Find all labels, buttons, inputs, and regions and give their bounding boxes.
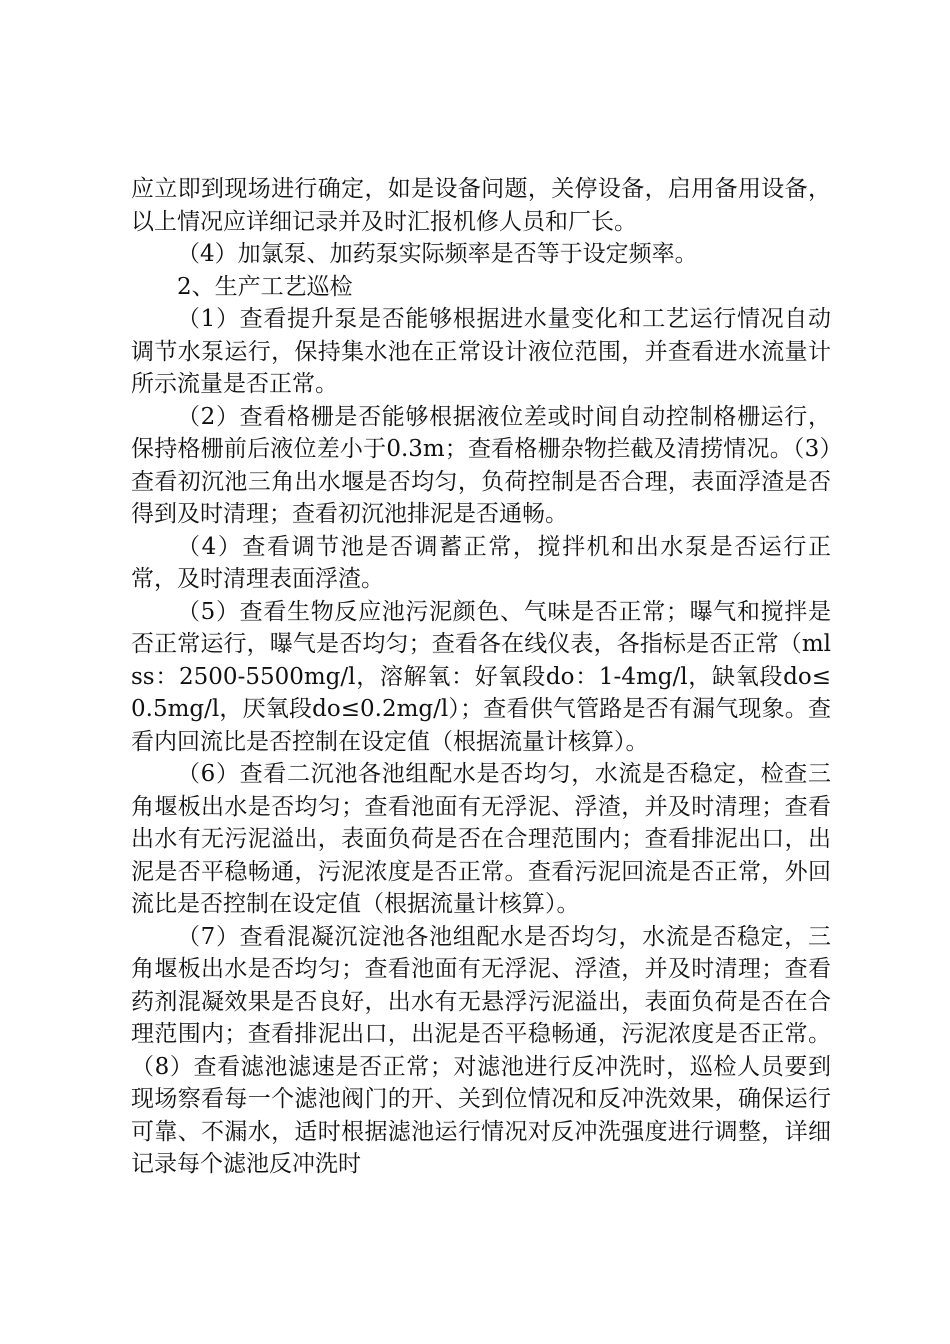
document-page bbox=[131, 173, 831, 1181]
section-heading-process-inspection: 2、生产工艺巡检 bbox=[177, 273, 353, 300]
paragraph-item-6-secondary-clarifier: （6）查看二沉池各池组配水是否均匀，水流是否稳定，检查三角堰板出水是否均匀；查看池面有无浮泥、浮渣，并及时清理；查看出水有无污泥溢出，表面负荷是否在合理范围内；查看排泥出口，出泥是否平稳畅通，污泥浓度是否正常。查看污泥回流是否正常，外回流比是否控制在设定值（根据流量计核算）。 bbox=[131, 761, 831, 917]
paragraph-item-5-bioreactor: （5）查看生物反应池污泥颜色、气味是否正常；曝气和搅拌是否正常运行，曝气是否均匀；查看各在线仪表，各指标是否正常（mlss：2500-5500mg/l，溶解氧：好氧段do：1-4mg/l，缺氧段do≤0.5mg/l，厌氧段do≤0.2mg/l）；查看供气管路是否有漏气现象。查看内回流比是否控制在设定值（根据流量计核算）。 bbox=[131, 598, 831, 755]
paragraph-continuation: 应立即到现场进行确定，如是设备问题，关停设备，启用备用设备，以上情况应详细记录并及时汇报机修人员和厂长。 bbox=[131, 176, 831, 235]
paragraph-item-4-pump-frequency: （4）加氯泵、加药泵实际频率是否等于设定频率。 bbox=[177, 241, 698, 267]
paragraph-item-7-8-coagulation-filter: （7）查看混凝沉淀池各池组配水是否均匀，水流是否稳定，三角堰板出水是否均匀；查看池面有无浮泥、浮渣，并及时清理；查看药剂混凝效果是否良好，出水有无悬浮污泥溢出，表面负荷是否在合理范围内；查看排泥出口，出泥是否平稳畅通，污泥浓度是否正常。（8）查看滤池滤速是否正常；对滤池进行反冲洗时，巡检人员要到现场察看每一个滤池阀门的开、关到位情况和反冲洗效果，确保运行可靠、不漏水，适时根据滤池运行情况对反冲洗强度进行调整，详细记录每个滤池反冲洗时 bbox=[131, 923, 831, 1177]
paragraph-item-1-lift-pump: （1）查看提升泵是否能够根据进水量变化和工艺运行情况自动调节水泵运行，保持集水池在正常设计液位范围，并查看进水流量计所示流量是否正常。 bbox=[131, 306, 831, 397]
paragraph-item-4-regulating-tank: （4）查看调节池是否调蓄正常，搅拌机和出水泵是否运行正常，及时清理表面浮渣。 bbox=[131, 533, 831, 592]
paragraph-item-2-3-grille-primary-tank: （2）查看格栅是否能够根据液位差或时间自动控制格栅运行，保持格栅前后液位差小于0.3m；查看格栅杂物拦截及清捞情况。（3）查看初沉池三角出水堰是否均匀，负荷控制是否合理，表面浮渣是否得到及时清理；查看初沉池排泥是否通畅。 bbox=[131, 403, 831, 527]
